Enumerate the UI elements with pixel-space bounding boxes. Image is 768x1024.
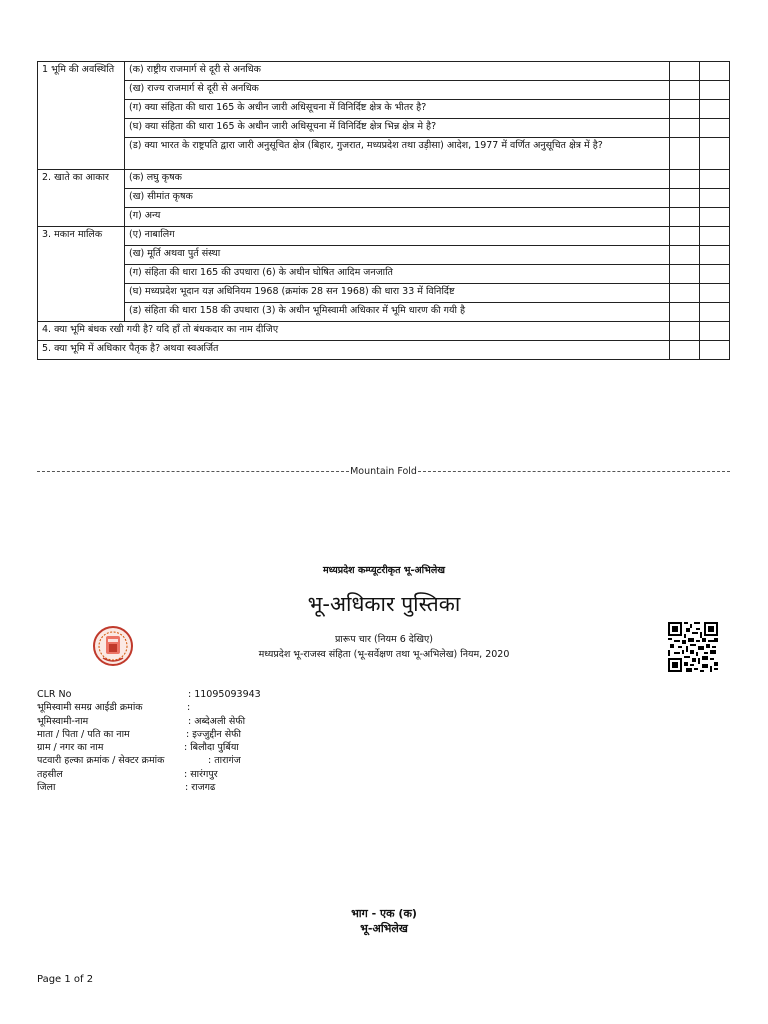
check-cell (670, 138, 700, 170)
check-cell (670, 265, 700, 284)
check-cell (700, 341, 730, 360)
check-cell (670, 119, 700, 138)
check-cell (670, 322, 700, 341)
check-cell (670, 81, 700, 100)
halka-value: : तारागंज (208, 755, 241, 767)
section-house-owner: 3. मकान मालिक (38, 227, 125, 322)
tehsil-value: : सारंगपुर (184, 768, 218, 780)
check-cell (700, 322, 730, 341)
table-cell: (ड) संहिता की धारा 158 की उपधारा (3) के अधीन भूमिस्वामी अधिकार में भूमि धारण की गयी है (125, 303, 670, 322)
district-label: जिला (37, 782, 56, 794)
check-cell (700, 170, 730, 189)
check-cell (700, 208, 730, 227)
check-cell (670, 303, 700, 322)
check-cell (670, 284, 700, 303)
ancestral-question: 5. क्या भूमि में अधिकार पैतृक है? अथवा स्वअर्जित (38, 341, 670, 360)
clr-value: : 11095093943 (188, 689, 261, 700)
check-cell (670, 189, 700, 208)
fold-dash-right (418, 471, 730, 472)
check-cell (700, 227, 730, 246)
check-cell (700, 119, 730, 138)
table-cell: (ग) संहिता की धारा 165 की उपधारा (6) के अधीन घोषित आदिम जनजाति (125, 265, 670, 284)
form-reference: प्रारूप चार (नियम 6 देखिए) (334, 634, 433, 645)
owner-label: भूमिस्वामी-नाम (37, 715, 89, 727)
district-value: : राजगढ (185, 782, 216, 794)
village-label: ग्राम / नगर का नाम (37, 742, 104, 754)
check-cell (670, 170, 700, 189)
rules-reference: मध्यप्रदेश भू-राजस्व संहिता (भू-सर्वेक्षण तथा भू-अभिलेख) नियम, 2020 (258, 649, 510, 660)
fold-label: Mountain Fold (350, 466, 417, 477)
check-cell (670, 62, 700, 81)
samagra-value: : (187, 702, 191, 714)
table-cell: (क) राष्ट्रीय राजमार्ग से दूरी से अनधिक (125, 62, 670, 81)
table-cell: (ख) राज्य राजमार्ग से दूरी से अनधिक (125, 81, 670, 100)
check-cell (700, 303, 730, 322)
table-cell: (ख) सीमांत कृषक (125, 189, 670, 208)
check-cell (700, 62, 730, 81)
table-cell: (घ) मध्यप्रदेश भूदान यज्ञ अधिनियम 1968 (क्रमांक 28 सन 1968) की धारा 33 में विनिर्दिष्ट (125, 284, 670, 303)
check-cell (670, 208, 700, 227)
check-cell (700, 138, 730, 170)
mortgage-question: 4. क्या भूमि बंधक रखी गयी है? यदि हाँ तो बंधकदार का नाम दीजिए (38, 322, 670, 341)
check-cell (700, 284, 730, 303)
part-heading: भाग - एक (क) (351, 907, 417, 920)
table-cell: (क) लघु कृषक (125, 170, 670, 189)
check-cell (670, 246, 700, 265)
village-value: : बिलौदा पुर्बिया (184, 742, 239, 754)
page-number: Page 1 of 2 (37, 974, 94, 985)
part-subheading: भू-अभिलेख (360, 922, 408, 935)
check-cell (700, 100, 730, 119)
land-details-table (37, 61, 730, 360)
document-title: भू-अधिकार पुस्तिका (307, 592, 461, 616)
clr-label: CLR No (37, 689, 72, 700)
qr-code-icon (668, 622, 718, 672)
check-cell (700, 246, 730, 265)
table-cell: (ख) मूर्ति अथवा पुर्त संस्था (125, 246, 670, 265)
halka-label: पटवारी हल्का क्रमांक / सेक्टर क्रमांक (37, 755, 165, 767)
check-cell (670, 341, 700, 360)
table-cell: (घ) क्या संहिता की धारा 165 के अधीन जारी अधिसूचना में विनिर्दिष्ट क्षेत्र भिन्न क्षेत्र मे है? (125, 119, 670, 138)
table-cell: (ए) नाबालिग (125, 227, 670, 246)
fold-dash-left (37, 471, 349, 472)
mountain-fold-line (37, 466, 730, 477)
samagra-label: भूमिस्वामी समग्र आईडी क्रमांक (37, 702, 143, 714)
check-cell (700, 189, 730, 208)
owner-value: : अब्देअली सेफी (188, 715, 246, 727)
check-cell (700, 265, 730, 284)
check-cell (670, 100, 700, 119)
check-cell (700, 81, 730, 100)
table-cell: (ग) क्या संहिता की धारा 165 के अधीन जारी अधिसूचना में विनिर्दिष्ट क्षेत्र के भीतर है? (125, 100, 670, 119)
check-cell (670, 227, 700, 246)
department-heading: मध्यप्रदेश कम्प्यूटरीकृत भू-अभिलेख (322, 565, 446, 576)
table-cell: (ग) अन्य (125, 208, 670, 227)
parent-value: : इज्जुद्दीन सेफी (186, 728, 241, 740)
mp-emblem-icon (92, 620, 134, 672)
table-cell: (ड) क्या भारत के राष्ट्रपति द्वारा जारी अनुसूचित क्षेत्र (बिहार, गुजरात, मध्यप्रदेश तथा उड़ीसा) आदेश, 1977 में वर्णित अनुसूचित क्षेत्र में है? (125, 138, 670, 170)
tehsil-label: तहसील (37, 768, 63, 780)
parent-label: माता / पिता / पति का नाम (37, 728, 130, 740)
section-holding-size: 2. खाते का आकार (38, 170, 125, 227)
section-land-location: 1 भूमि की अवस्थिति (38, 62, 125, 170)
